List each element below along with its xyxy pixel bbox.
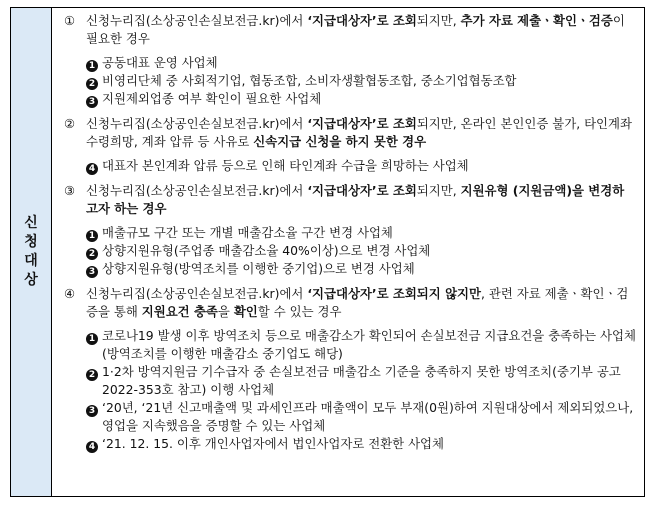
- list-item: [86, 224, 636, 242]
- heading-segment: 되지만,: [416, 183, 461, 198]
- list-item: [86, 327, 636, 363]
- section-heading: [64, 115, 636, 151]
- number-bullet-icon: [86, 242, 102, 260]
- number-bullet-icon: [86, 327, 102, 363]
- list-item-text: 지원제외업종 여부 확인이 필요한 사업체: [102, 91, 322, 106]
- list-item-text: 대표자 본인계좌 압류 등으로 인해 타인계좌 수급을 희망하는 사업체: [102, 158, 469, 173]
- row-header-char: 청: [24, 234, 38, 250]
- bullet-number: 1: [86, 60, 98, 72]
- row-header-label: [24, 214, 38, 290]
- section-number: ②: [64, 116, 76, 131]
- bullet-number: 1: [86, 333, 98, 345]
- row-header-char: 대: [24, 253, 38, 269]
- heading-segment: 신청누리집(소상공인손실보전금.kr)에서: [86, 183, 308, 198]
- heading-segment: 되지만,: [416, 13, 461, 28]
- row-header-cell: [11, 8, 52, 496]
- item-list: [64, 54, 636, 108]
- section-number: ④: [64, 286, 76, 301]
- eligibility-table: [10, 7, 645, 497]
- list-item-text: 코로나19 발생 이후 방역조치 등으로 매출감소가 확인되어 손실보전금 지급요건을 충족하는 사업체 (방역조치를 이행한 매출감소 중기업도 해당): [102, 328, 636, 361]
- bullet-number: 3: [86, 266, 98, 278]
- emphasis-text: 확인: [233, 304, 258, 319]
- content-cell: [52, 8, 644, 496]
- emphasis-text: ‘지급대상자’로 조회: [307, 13, 417, 28]
- heading-segment: 되지만, 온라인 본인인증 불가, 타인계좌 수령희망, 계좌 압류 등 사유로: [86, 116, 632, 149]
- list-item: [86, 242, 636, 260]
- section-number: ①: [64, 13, 76, 28]
- list-item-text: 상향지원유형(주업종 매출감소율 40%이상)으로 변경 사업체: [102, 243, 431, 258]
- bullet-number: 3: [86, 96, 98, 108]
- list-item-text: 1·2차 방역지원금 기수급자 중 손실보전금 매출감소 기준을 충족하지 못한 방역조치(중기부 공고 2022-353호 참고) 이행 사업체: [102, 364, 621, 397]
- number-bullet-icon: [86, 54, 102, 72]
- bullet-number: 4: [86, 441, 98, 453]
- heading-segment: 을: [217, 304, 234, 319]
- number-bullet-icon: [86, 363, 102, 399]
- section-heading: [64, 12, 636, 48]
- list-item: [86, 72, 636, 90]
- bullet-number: 1: [86, 230, 98, 242]
- list-item: [86, 399, 636, 435]
- row-header-char: 신: [24, 215, 38, 231]
- bullet-number: 4: [86, 163, 98, 175]
- number-bullet-icon: [86, 90, 102, 108]
- list-item-text: 비영리단체 중 사회적기업, 협동조합, 소비자생활협동조합, 중소기업협동조합: [102, 73, 517, 88]
- criteria-section: [64, 115, 636, 175]
- list-item: [86, 363, 636, 399]
- emphasis-text: ‘지급대상자’로 조회: [307, 183, 417, 198]
- section-heading: [64, 182, 636, 218]
- emphasis-text: 지원요건 충족: [141, 304, 218, 319]
- emphasis-text: 추가 자료 제출ㆍ확인ㆍ검증: [460, 13, 613, 28]
- number-bullet-icon: [86, 157, 102, 175]
- bullet-number: 3: [86, 405, 98, 417]
- list-item: [86, 54, 636, 72]
- section-heading-text: [86, 115, 636, 151]
- bullet-number: 2: [86, 369, 98, 381]
- heading-segment: 이 필요한 경우: [86, 13, 625, 46]
- emphasis-text: 지원유형 (지원금액)을 변경하고자 하는 경우: [86, 183, 625, 216]
- item-list: [64, 157, 636, 175]
- heading-segment: 신청누리집(소상공인손실보전금.kr)에서: [86, 286, 308, 301]
- emphasis-text: ‘지급대상자’로 조회되지 않지만: [307, 286, 481, 301]
- section-heading: [64, 285, 636, 321]
- item-list: [64, 327, 636, 453]
- list-item: [86, 157, 636, 175]
- criteria-section: [64, 182, 636, 278]
- criteria-section: [64, 12, 636, 108]
- number-bullet-icon: [86, 399, 102, 435]
- section-heading-text: [86, 285, 636, 321]
- emphasis-text: 신속지급 신청을 하지 못한 경우: [253, 134, 427, 149]
- bullet-number: 2: [86, 78, 98, 90]
- list-item-text: 공동대표 운영 사업체: [102, 55, 218, 70]
- number-bullet-icon: [86, 224, 102, 242]
- list-item-text: 매출규모 구간 또는 개별 매출감소율 구간 변경 사업체: [102, 225, 393, 240]
- item-list: [64, 224, 636, 278]
- list-item: [86, 260, 636, 278]
- heading-segment: 할 수 있는 경우: [257, 304, 342, 319]
- list-item-text: 상향지원유형(방역조치를 이행한 중기업)으로 변경 사업체: [102, 261, 415, 276]
- section-number: ③: [64, 183, 76, 198]
- section-heading-text: [86, 182, 636, 218]
- emphasis-text: ‘지급대상자’로 조회: [307, 116, 417, 131]
- row-header-char: 상: [24, 272, 38, 288]
- criteria-section: [64, 285, 636, 453]
- heading-segment: 신청누리집(소상공인손실보전금.kr)에서: [86, 116, 308, 131]
- heading-segment: 신청누리집(소상공인손실보전금.kr)에서: [86, 13, 308, 28]
- heading-segment: , 관련 자료 제출ㆍ확인ㆍ검증을 통해: [86, 286, 629, 319]
- list-item: [86, 435, 636, 453]
- list-item-text: ‘20년, ‘21년 신고매출액 및 과세인프라 매출액이 모두 부재(0원)하여 지원대상에서 제외되었으나, 영업을 지속했음을 증명할 수 있는 사업체: [102, 400, 634, 433]
- list-item-text: ‘21. 12. 15. 이후 개인사업자에서 법인사업자로 전환한 사업체: [102, 436, 444, 451]
- number-bullet-icon: [86, 435, 102, 453]
- number-bullet-icon: [86, 260, 102, 278]
- bullet-number: 2: [86, 248, 98, 260]
- section-heading-text: [86, 12, 636, 48]
- number-bullet-icon: [86, 72, 102, 90]
- list-item: [86, 90, 636, 108]
